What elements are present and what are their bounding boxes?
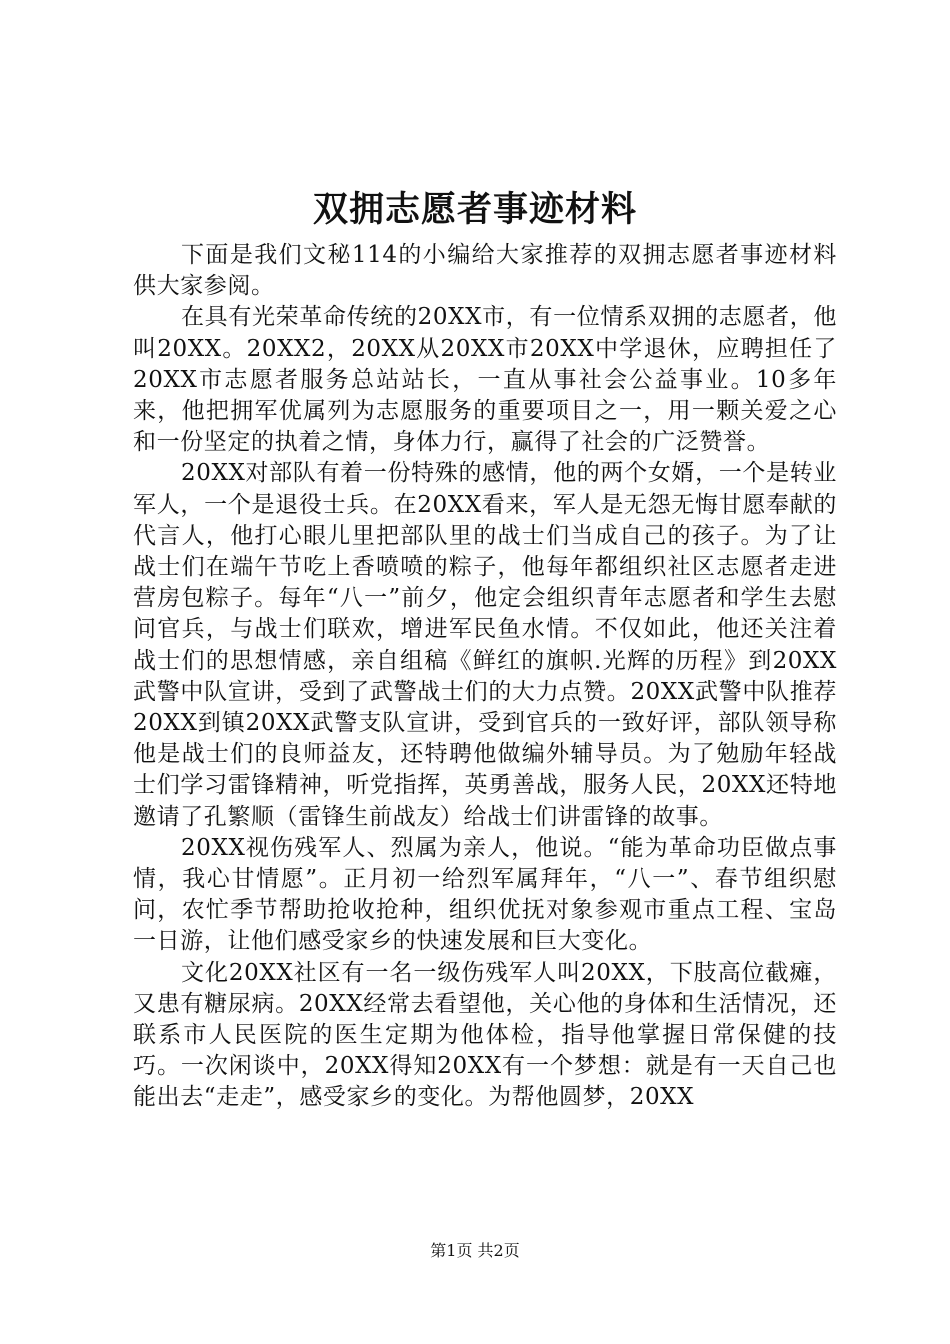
paragraph-army-affection: 20XX对部队有着一份特殊的感情，他的两个女婿，一个是转业军人，一个是退役士兵。在20XX看来，军人是无怨无悔甘愿奉献的代言人，他打心眼儿里把部队里的战士们当成自己的孩子。为了让战士们在端午节吃上香喷喷的粽子，他每年都组织社区志愿者走进营房包粽子。每年“八一”前夕，他定会组织青年志愿者和学生去慰问官兵，与战士们联欢，增进军民鱼水情。不仅如此，他还关注着战士们的思想情感，亲自组稿《鲜红的旗帜.光辉的历程》到20XX武警中队宣讲，受到了武警战士们的大力点赞。20XX武警中队推荐20XX到镇20XX武警支队宣讲，受到官兵的一致好评，部队领导称他是战士们的良师益友，还特聘他做编外辅导员。为了勉励年轻战士们学习雷锋精神，听党指挥，英勇善战，服务人民，20XX还特地邀请了孔繁顺（雷锋生前战友）给战士们讲雷锋的故事。	[133, 460, 837, 830]
paragraph-intro: 下面是我们文秘114的小编给大家推荐的双拥志愿者事迹材料供大家参阅。	[133, 242, 837, 300]
document-body	[133, 240, 837, 1114]
paragraph-background: 在具有光荣革命传统的20XX市，有一位情系双拥的志愿者，他叫20XX。20XX2，20XX从20XX市20XX中学退休，应聘担任了20XX市志愿者服务总站站长，一直从事社会公益事业。10多年来，他把拥军优属列为志愿服务的重要项目之一，用一颗关爱之心和一份坚定的执着之情，身体力行，赢得了社会的广泛赞誉。	[133, 304, 837, 456]
page-footer: 第1页 共2页	[430, 1241, 520, 1260]
paragraph-disabled-veteran: 文化20XX社区有一名一级伤残军人叫20XX，下肢高位截瘫，又患有糖尿病。20XX经常去看望他，关心他的身体和生活情况，还联系市人民医院的医生定期为他体检，指导他掌握日常保健的技巧。一次闲谈中，20XX得知20XX有一个梦想：就是有一天自己也能出去“走走”，感受家乡的变化。为帮他圆梦，20XX	[133, 959, 837, 1111]
document-title: 双拥志愿者事迹材料	[312, 189, 637, 230]
paragraph-veterans-care: 20XX视伤残军人、烈属为亲人，他说。“能为革命功臣做点事情，我心甘情愿”。正月初一给烈军属拜年，“八一”、春节组织慰问，农忙季节帮助抢收抢种，组织优抚对象参观市重点工程、宝岛一日游，让他们感受家乡的快速发展和巨大变化。	[133, 834, 837, 955]
